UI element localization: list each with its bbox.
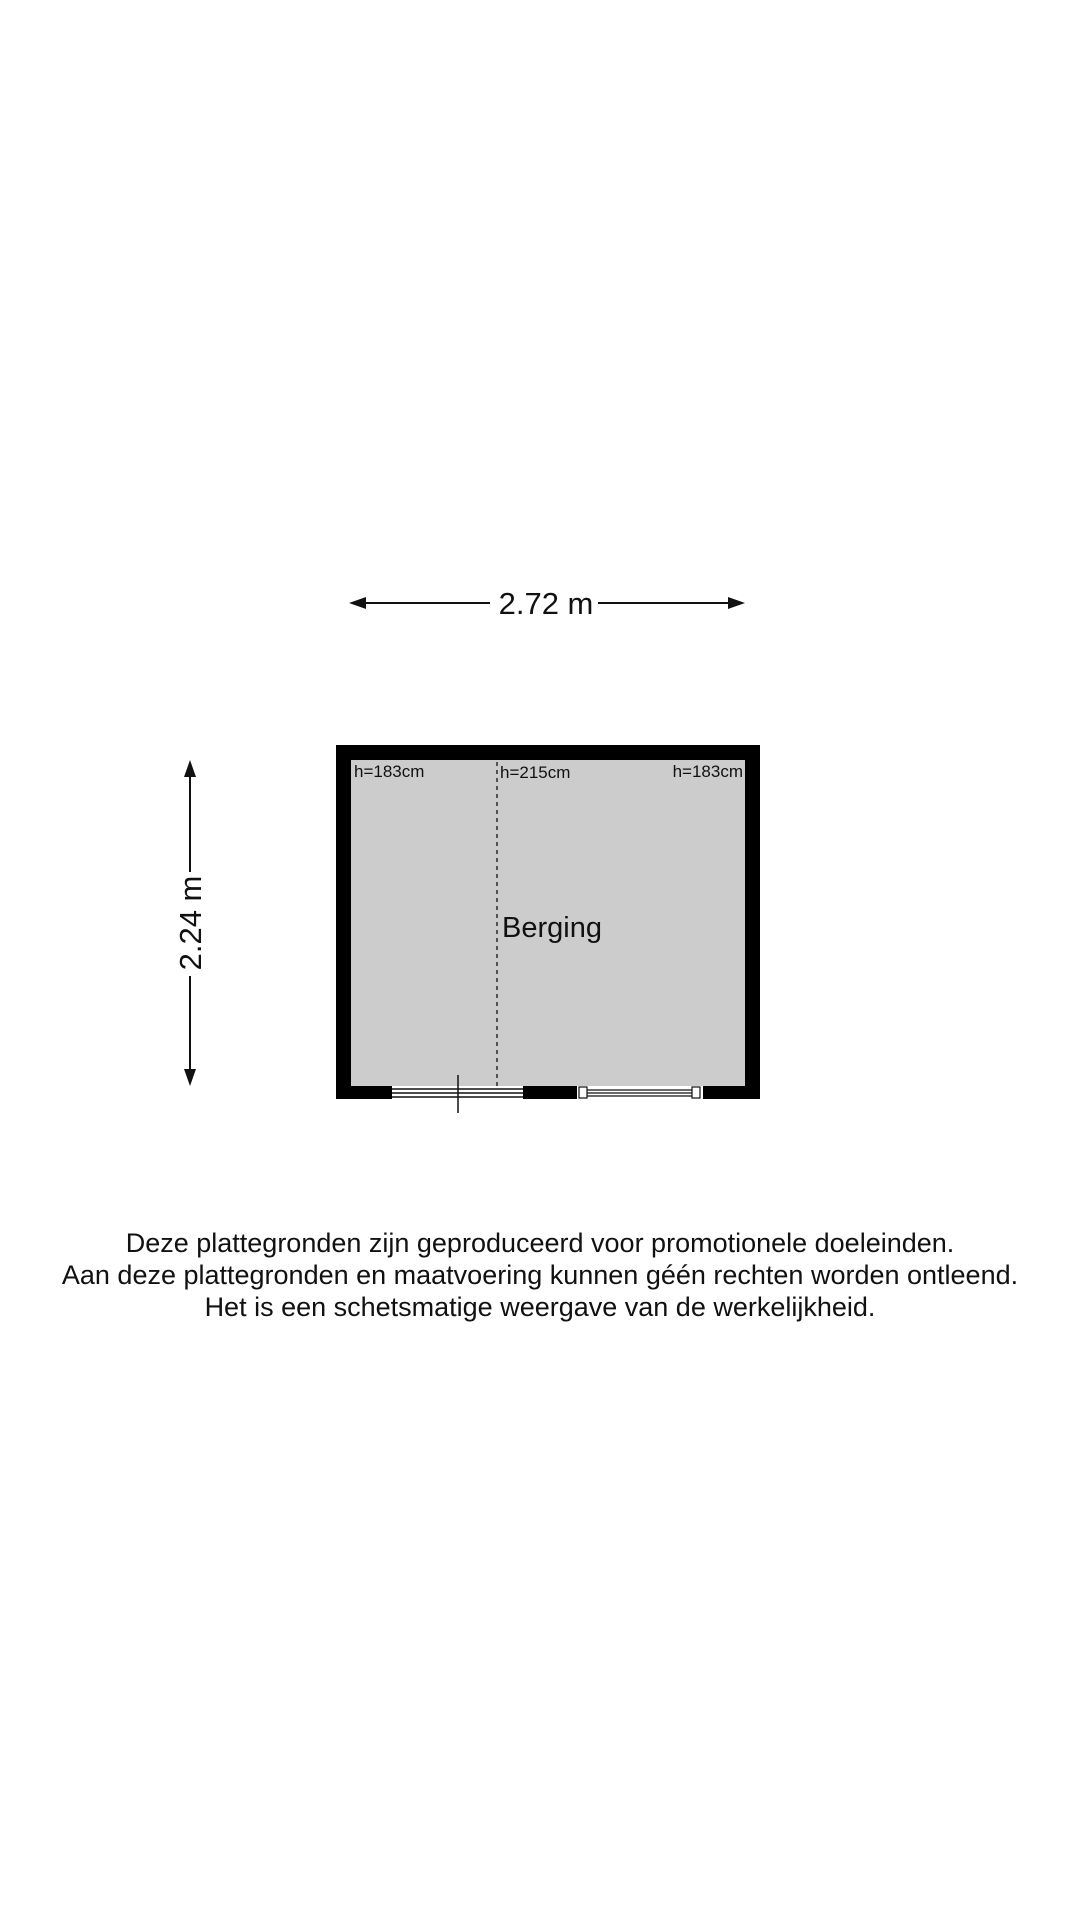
room-berging — [336, 745, 760, 1113]
window-jamb-left — [579, 1087, 587, 1098]
width-arrow-right-icon — [728, 597, 745, 609]
disclaimer-line-3: Het is een schetsmatige weergave van de werkelijkheid. — [204, 1292, 876, 1322]
width-dimension-label: 2.72 m — [498, 586, 594, 621]
depth-arrow-bottom-icon — [184, 1069, 196, 1086]
depth-dimension-label: 2.24 m — [173, 875, 208, 971]
depth-arrow-top-icon — [184, 760, 196, 777]
height-label-right: h=183cm — [672, 762, 743, 781]
depth-dimension — [173, 760, 208, 1086]
height-label-left: h=183cm — [354, 762, 425, 781]
width-arrow-left-icon — [349, 597, 366, 609]
disclaimer-line-1: Deze plattegronden zijn geproduceerd voor promotionele doeleinden. — [125, 1228, 955, 1258]
height-label-ridge: h=215cm — [500, 763, 571, 782]
window-jamb-right — [692, 1087, 700, 1098]
disclaimer-line-2: Aan deze plattegronden en maatvoering kunnen géén rechten worden ontleend. — [61, 1260, 1019, 1290]
room-name: Berging — [502, 912, 602, 944]
window — [577, 1086, 703, 1099]
width-dimension — [349, 586, 745, 621]
disclaimer — [0, 1227, 1080, 1323]
